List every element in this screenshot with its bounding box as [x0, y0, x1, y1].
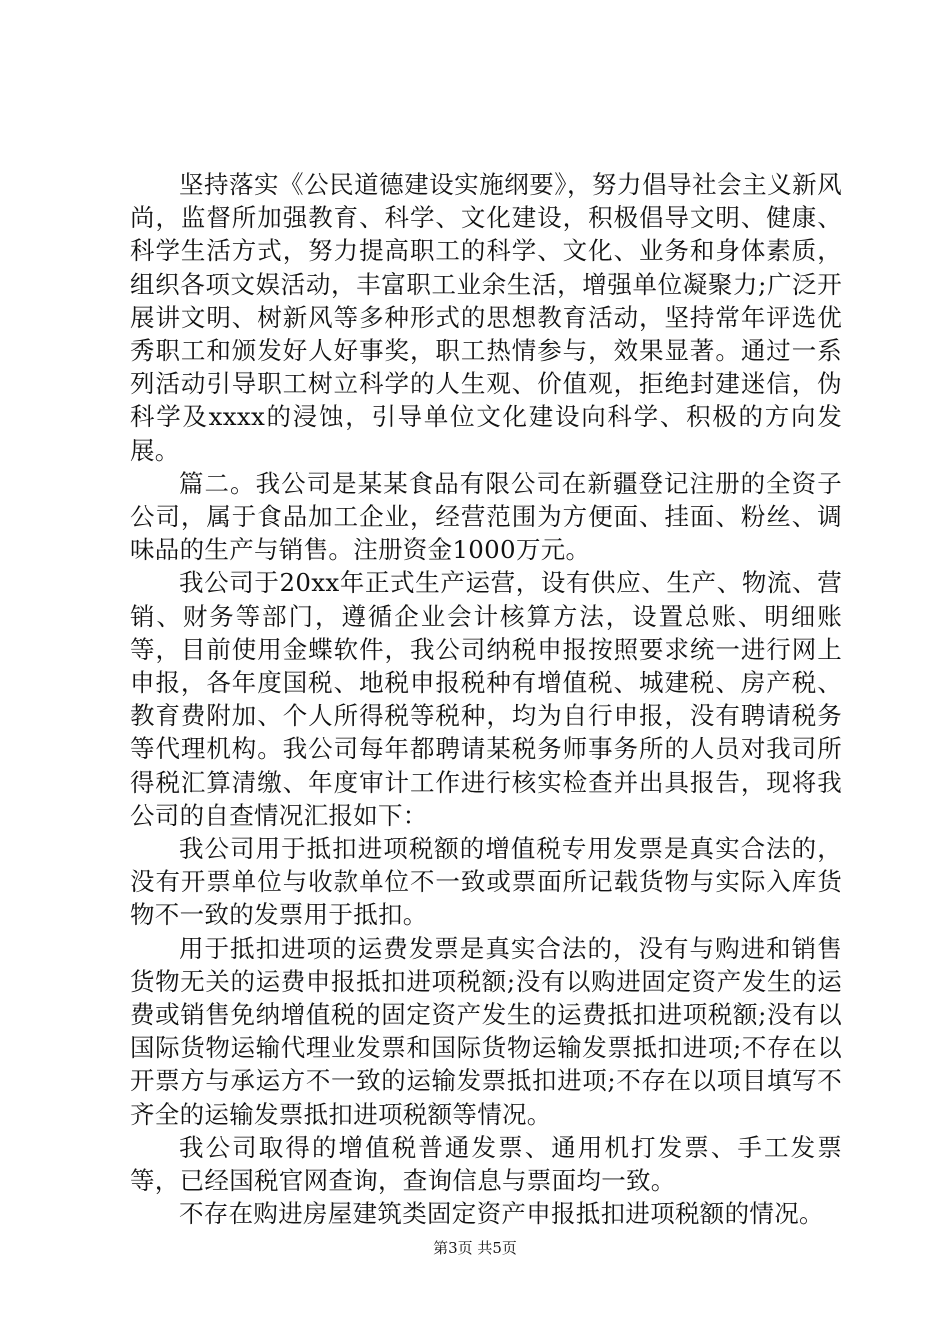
- paragraph-freight-invoices: 用于抵扣进项的运费发票是真实合法的，没有与购进和销售货物无关的运费申报抵扣进项税额;没有以购进固定资产发生的运费或销售免纳增值税的固定资产发生的运费抵扣进项税额;没有以国际货物运输代理业发票和国际货物运输发票抵扣进项;不存在以开票方与承运方不一致的运输发票抵扣进项;不存在以项目填写不齐全的运输发票抵扣进项税额等情况。: [130, 933, 842, 1129]
- paragraph-operations: 我公司于20xx年正式生产运营，设有供应、生产、物流、营销、财务等部门，遵循企业会计核算方法，设置总账、明细账等，目前使用金蝶软件，我公司纳税申报按照要求统一进行网上申报，各年度国税、地税申报税种有增值税、城建税、房产税、教育费附加、个人所得税等税种，均为自行申报，没有聘请税务等代理机构。我公司每年都聘请某税务师事务所的人员对我司所得税汇算清缴、年度审计工作进行核实检查并出具报告，现将我公司的自查情况汇报如下：: [130, 568, 842, 830]
- paragraph-company-intro: 篇二。我公司是某某食品有限公司在新疆登记注册的全资子公司，属于食品加工企业，经营范围为方便面、挂面、粉丝、调味品的生产与销售。注册资金1000万元。: [130, 468, 842, 565]
- page-footer: 第3页 共5页: [433, 1239, 517, 1257]
- paragraph-civic-morality: 坚持落实《公民道德建设实施纲要》，努力倡导社会主义新风尚，监督所加强教育、科学、文化建设，积极倡导文明、健康、科学生活方式，努力提高职工的科学、文化、业务和身体素质，组织各项文娱活动，丰富职工业余生活，增强单位凝聚力;广泛开展讲文明、树新风等多种形式的思想教育活动，坚持常年评选优秀职工和颁发好人好事奖，职工热情参与，效果显著。通过一系列活动引导职工树立科学的人生观、价值观，拒绝封建迷信，伪科学及xxxx的浸蚀，引导单位文化建设向科学、积极的方向发展。: [130, 170, 842, 465]
- paragraph-ordinary-invoices: 我公司取得的增值税普通发票、通用机打发票、手工发票等，已经国税官网查询，查询信息与票面均一致。: [130, 1132, 842, 1196]
- document-body: [130, 168, 842, 1231]
- paragraph-vat-invoices: 我公司用于抵扣进项税额的增值税专用发票是真实合法的，没有开票单位与收款单位不一致或票面所记载货物与实际入库货物不一致的发票用于抵扣。: [130, 834, 842, 930]
- paragraph-fixed-assets: 不存在购进房屋建筑类固定资产申报抵扣进项税额的情况。: [179, 1199, 824, 1229]
